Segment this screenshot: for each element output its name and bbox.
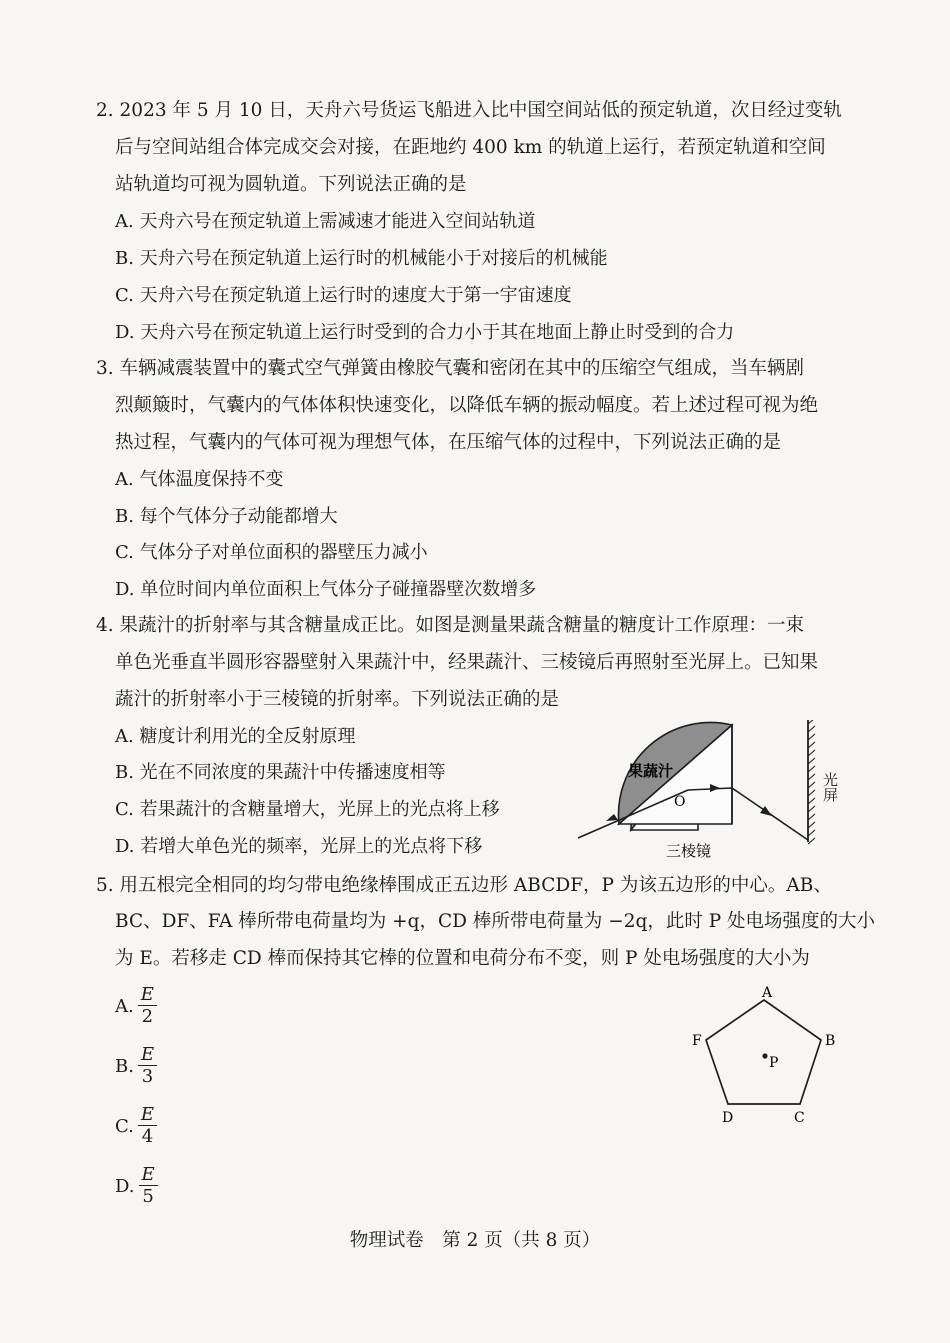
- q5-option-a-label: A.: [115, 996, 134, 1017]
- q4-stem-line-2: 单色光垂直半圆形容器壁射入果蔬汁中，经果蔬汁、三棱镜后再照射至光屏上。已知果: [115, 652, 819, 673]
- q3-stem-line-3: 热过程，气囊内的气体可视为理想气体，在压缩气体的过程中，下列说法正确的是: [115, 432, 782, 453]
- vertex-b-label: B: [825, 1033, 836, 1049]
- q2-stem-line-1: 2. 2023 年 5 月 10 日，天舟六号货运飞船进入比中国空间站低的预定轨道，次日经过变轨: [96, 100, 842, 121]
- q4-stem-line-1: 4. 果蔬汁的折射率与其含糖量成正比。如图是测量果蔬含糖量的糖度计工作原理：一束: [96, 615, 805, 636]
- q3-stem-line-1: 3. 车辆减震装置中的囊式空气弹簧由橡胶气囊和密闭在其中的压缩空气组成，当车辆剧: [96, 358, 805, 379]
- screen-label: 光屏: [821, 772, 839, 802]
- q3-stem-line-2: 烈颠簸时，气囊内的气体体积快速变化，以降低车辆的振动幅度。若上述过程可视为绝: [115, 395, 819, 416]
- page-footer: 物理试卷 第 2 页（共 8 页）: [349, 1230, 601, 1251]
- q5-option-c-numerator: E: [138, 1105, 157, 1126]
- q2-option-c: C. 天舟六号在预定轨道上运行时的速度大于第一宇宙速度: [115, 285, 572, 306]
- q5-option-a-numerator: E: [138, 985, 157, 1006]
- q3-option-a: A. 气体温度保持不变: [115, 469, 284, 490]
- incident-arrow-icon: [606, 814, 618, 821]
- q4-option-b: B. 光在不同浓度的果蔬汁中传播速度相等: [115, 762, 446, 783]
- q4-option-a: A. 糖度计利用光的全反射原理: [115, 726, 356, 747]
- q5-option-d-numerator: E: [139, 1165, 158, 1186]
- prism-label: 三棱镜: [666, 842, 712, 860]
- q2-stem-line-2: 后与空间站组合体完成交会对接，在距地约 400 km 的轨道上运行，若预定轨道和空间: [115, 137, 826, 158]
- point-o-label: O: [674, 794, 686, 810]
- q5-option-c: [115, 1105, 157, 1148]
- q5-stem-line-2: BC、DF、FA 棒所带电荷量均为 +q，CD 棒所带电荷量为 −2q，此时 P 处电场强度的大小: [115, 911, 876, 932]
- screen-hatching: [808, 720, 815, 844]
- q4-stem-line-3: 蔬汁的折射率小于三棱镜的折射率。下列说法正确的是: [115, 689, 560, 710]
- q2-option-d: D. 天舟六号在预定轨道上运行时受到的合力小于其在地面上静止时受到的合力: [115, 322, 735, 343]
- q3-option-c: C. 气体分子对单位面积的器壁压力减小: [115, 542, 428, 563]
- juice-label: 果蔬汁: [628, 762, 674, 780]
- center-point-p: [762, 1053, 767, 1058]
- q5-option-b-denominator: 3: [141, 1066, 154, 1087]
- q5-option-a: [115, 985, 157, 1028]
- q5-option-d-label: D.: [115, 1176, 135, 1197]
- q4-option-d: D. 若增大单色光的频率，光屏上的光点将下移: [115, 836, 483, 857]
- q5-option-d: [115, 1165, 158, 1208]
- q5-option-b-label: B.: [115, 1056, 134, 1077]
- vertex-f-label: F: [692, 1033, 702, 1049]
- center-p-label: P: [769, 1055, 779, 1071]
- pentagon-figure: [680, 980, 850, 1130]
- q5-option-b-numerator: E: [138, 1045, 157, 1066]
- q5-stem-line-1: 5. 用五根完全相同的均匀带电绝缘棒围成正五边形 ABCDF，P 为该五边形的中心。AB、: [96, 875, 832, 896]
- refractometer-figure: [570, 720, 840, 870]
- q5-stem-line-3: 为 E。若移走 CD 棒而保持其它棒的位置和电荷分布不变，则 P 处电场强度的大小为: [115, 948, 810, 969]
- q4-option-c: C. 若果蔬汁的含糖量增大，光屏上的光点将上移: [115, 799, 500, 820]
- pentagon: [706, 1000, 821, 1104]
- q3-option-d: D. 单位时间内单位面积上气体分子碰撞器壁次数增多: [115, 579, 537, 600]
- q5-option-c-denominator: 4: [141, 1126, 154, 1147]
- vertex-d-label: D: [722, 1110, 734, 1126]
- q5-option-d-denominator: 5: [142, 1186, 154, 1207]
- q2-option-b: B. 天舟六号在预定轨道上运行时的机械能小于对接后的机械能: [115, 248, 608, 269]
- q2-option-a: A. 天舟六号在预定轨道上需减速才能进入空间站轨道: [115, 211, 536, 232]
- vertex-a-label: A: [762, 985, 773, 1001]
- q5-option-a-denominator: 2: [141, 1006, 154, 1027]
- vertex-c-label: C: [794, 1110, 805, 1126]
- q5-option-c-label: C.: [115, 1116, 134, 1137]
- q2-stem-line-3: 站轨道均可视为圆轨道。下列说法正确的是: [115, 174, 467, 195]
- q5-option-b: [115, 1045, 157, 1088]
- q3-option-b: B. 每个气体分子动能都增大: [115, 506, 338, 527]
